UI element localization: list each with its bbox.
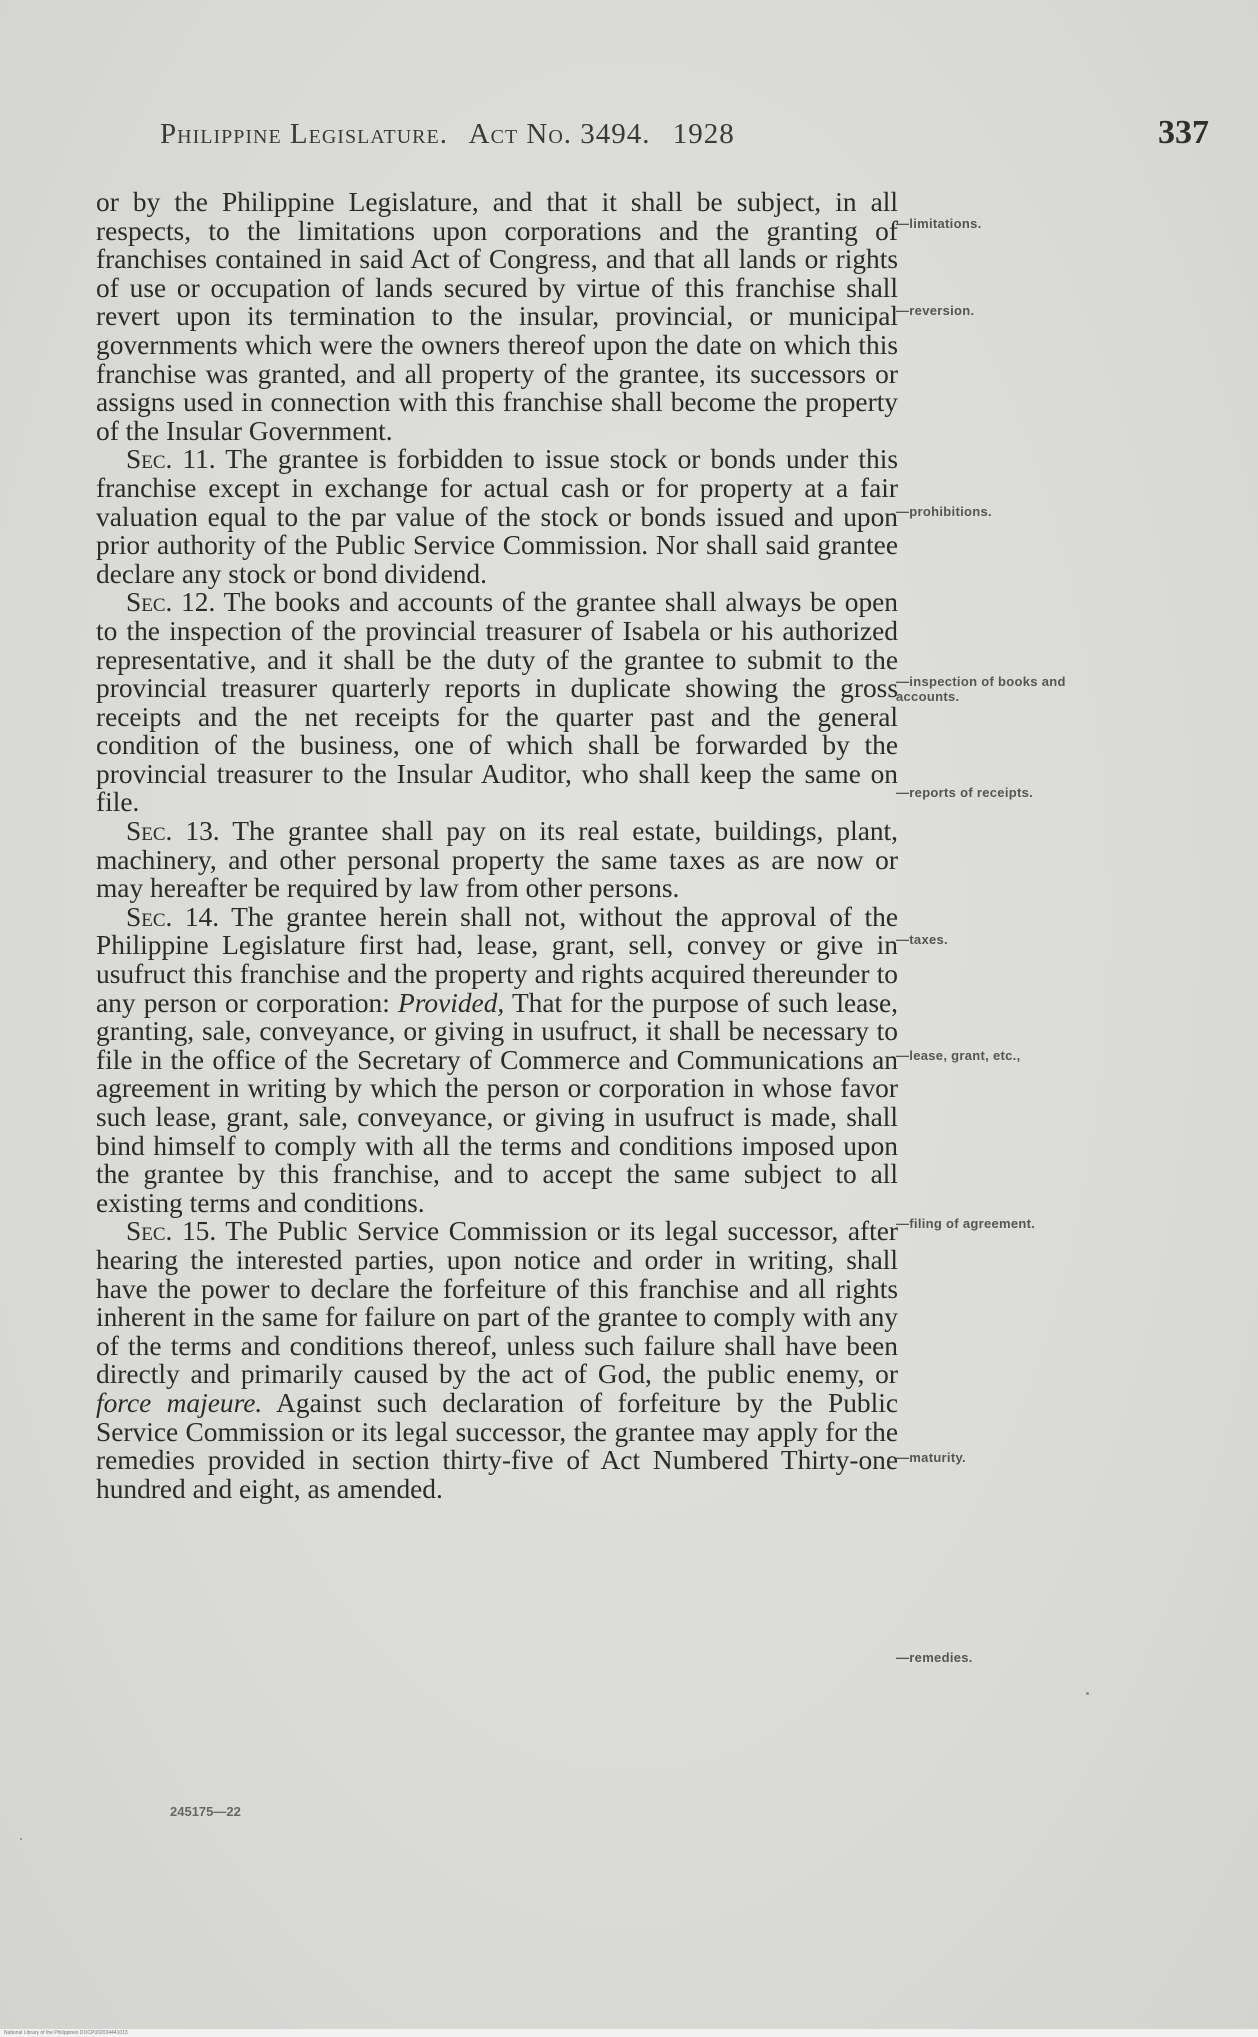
running-head-year: 1928: [672, 118, 735, 150]
section-15-force-majeure: force majeure.: [96, 1387, 263, 1418]
section-11-text: The grantee is forbidden to issue stock or bonds under this franchise except in exchange for actual cash or for property at a fair valuation equal to the par value of the stock or bonds issued and upon prior authority of the Public Service Commission. Nor shall said grantee declare any stock or bond dividend.: [96, 444, 898, 589]
section-14-text-b: That for the purpose of such lease, granting, sale, conveyance, or giving in usufruct, it shall be necessary to file in the office of the Secretary of Commerce and Communications an agreement in writing by which the person or corporation in whose favor such lease, grant, sale, conveyance, or giving in usufruct is made, shall bind himself to comply with all the terms and conditions imposed upon the grantee by this franchise, and to accept the same subject to all existing terms and conditions.: [96, 987, 899, 1218]
section-15-text-b: Against such declaration of forfeiture by the Public Service Commission or its legal successor, the grantee may apply for the remedies provided in section thirty-five of Act Numbered Thirty-one hundred and eight, as amended.: [96, 1387, 898, 1504]
margin-note-maturity: —maturity.: [896, 1450, 966, 1465]
section-15-text-a: The Public Service Commission or its legal successor, after hearing the interested parties, upon notice and order in writing, shall have the power to declare the forfeiture of this franchise and all rights inherent in the same for failure on part of the grantee to comply with any of the terms and conditions thereof, unless such failure shall have been directly and primarily caused by the act of God, the public enemy, or: [96, 1216, 898, 1390]
section-12: [96, 588, 898, 817]
section-13: [96, 817, 898, 903]
margin-note-reports: —reports of receipts.: [896, 785, 1034, 800]
scan-speck: [20, 1838, 22, 1840]
body-text: [96, 188, 898, 1503]
section-14-text-a: The grantee herein shall not, without the approval of the Philippine Legislature first had, lease, grant, sell, convey or give in usufruct this franchise and the property and rights acquired thereunder to any person or corporation:: [96, 901, 898, 1018]
running-head-title: Philippine Legislature.: [160, 118, 448, 150]
margin-note-filing: —filing of agreement.: [896, 1216, 1036, 1231]
page-number: 337: [1158, 114, 1209, 151]
section-15-label: Sec. 15.: [126, 1216, 217, 1247]
section-12-text: The books and accounts of the grantee shall always be open to the inspection of the provincial treasurer of Isabela or his authorized representative, and it shall be the duty of the grantee to submit to the provincial treasurer quarterly reports in duplicate showing the gross receipts and the net receipts for the quarter past and the general condition of the business, one of which shall be forwarded by the provincial treasurer to the Insular Auditor, who shall keep the same on file.: [96, 587, 898, 818]
margin-note-prohibitions: —prohibitions.: [896, 504, 992, 519]
margin-note-lease: —lease, grant, etc.,: [896, 1048, 1021, 1063]
running-head: [160, 118, 749, 151]
section-13-text: The grantee shall pay on its real estate, buildings, plant, machinery, and other personal property the same taxes as are now or may hereafter be required by law from other persons.: [96, 816, 899, 904]
archive-strip: National Library of the Philippines DOCP002034441013: [0, 2029, 1258, 2037]
paragraph-continuation: or by the Philippine Legislature, and that it shall be subject, in all respects, to the limitations upon corporations and the granting of franchises contained in said Act of Congress, and that all lands or rights of use or occupation of lands secured by virtue of this franchise shall revert upon its termination to the insular, provincial, or municipal governments which were the owners thereof upon the date on which this franchise was granted, and all property of the grantee, its successors or assigns used in connection with this franchise shall become the property of the Insular Government.: [96, 187, 898, 446]
margin-note-inspection: —inspection of books and accounts.: [896, 674, 1066, 704]
running-head-act: Act No. 3494.: [468, 118, 651, 150]
section-15: [96, 1217, 898, 1503]
print-code: 245175—22: [170, 1804, 241, 1819]
section-11-label: Sec. 11.: [126, 444, 216, 475]
section-12-label: Sec. 12.: [126, 587, 216, 618]
margin-note-limitations: —limitations.: [896, 216, 982, 231]
section-11: [96, 445, 898, 588]
margin-note-remedies: —remedies.: [896, 1650, 973, 1665]
margin-note-reversion: —reversion.: [896, 303, 975, 318]
section-14-provided: Provided,: [398, 987, 505, 1018]
section-13-label: Sec. 13.: [126, 816, 220, 847]
section-14: [96, 903, 898, 1218]
scan-speck: [1086, 1692, 1089, 1695]
margin-note-taxes: —taxes.: [896, 932, 948, 947]
section-14-label: Sec. 14.: [126, 901, 220, 932]
